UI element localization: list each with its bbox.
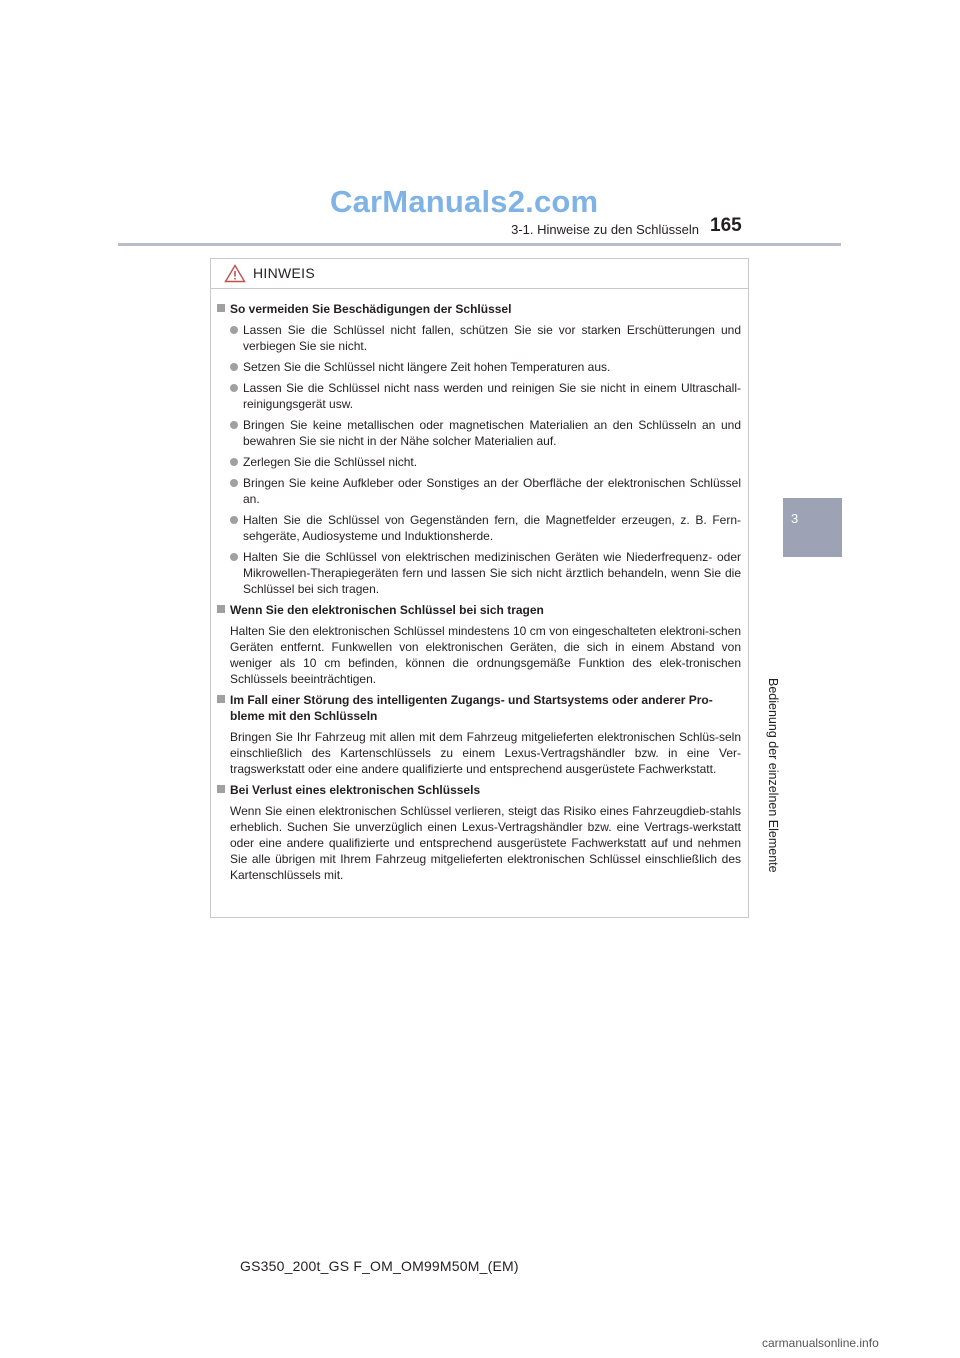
chapter-side-label <box>766 678 810 878</box>
section-paragraph: Bringen Sie Ihr Fahrzeug mit allen mit dem Fahrzeug mitgelieferten elektronischen Schlüs-seln einschließlich des Kartenschlüssels zu einem Lexus-Vertragshändler bzw. in eine Ver-tragswerkstatt oder eine andere qualifizierte und entsprechend ausgerüstete Fachwerkstatt. <box>230 730 741 776</box>
section-heading: Im Fall einer Störung des intelligenten Zugangs- und Startsystems oder anderer Pro-bleme mit den Schlüsseln <box>217 692 741 724</box>
watermark-carmanuals2: CarManuals2.com <box>330 184 599 219</box>
watermark-carmanualsonline: carmanualsonline.info <box>762 1336 879 1350</box>
section-paragraph: Wenn Sie einen elektronischen Schlüssel verlieren, steigt das Risiko eines Fahrzeugdieb-stahls erheblich. Suchen Sie unverzüglich einen Lexus-Vertragshändler bzw. eine Vertrags-werkstatt oder eine andere qualifizierte und entsprechend ausgerüstete Fachwerkstatt auf und nehmen Sie alle übrigen mit Ihrem Fahrzeug mitgelieferten elektronischen Schlüssel einschließlich des Kartenschlüssels mit. <box>230 804 741 882</box>
dot-bullet-icon <box>230 458 238 466</box>
dot-bullet-icon <box>230 516 238 524</box>
chapter-label-text: Bedienung der einzelnen Elemente <box>766 678 780 873</box>
section-heading: Wenn Sie den elektronischen Schlüssel bei sich tragen <box>217 602 741 618</box>
list-item: Halten Sie die Schlüssel von Gegenständen fern, die Magnetfelder erzeugen, z. B. Fern-sehgeräte, Audiosysteme und Induktionsherde. <box>217 512 741 544</box>
square-bullet-icon <box>217 304 225 312</box>
list-item: Bringen Sie keine metallischen oder magnetischen Materialien an den Schlüsseln an und bewahren Sie sie nicht in der Nähe solcher Materialien auf. <box>217 417 741 449</box>
warning-triangle-icon <box>224 264 246 283</box>
dot-bullet-icon <box>230 421 238 429</box>
list-item: Zerlegen Sie die Schlüssel nicht. <box>217 454 741 470</box>
chapter-number: 3 <box>791 511 799 526</box>
square-bullet-icon <box>217 605 225 613</box>
notice-header <box>211 259 748 289</box>
dot-bullet-icon <box>230 479 238 487</box>
section-paragraph: Halten Sie den elektronischen Schlüssel mindestens 10 cm von eingeschalteten elektroni-schen Geräten entfernt. Funkwellen von elektronischen Geräten, die sich in einem Abstand von weniger als 10 cm befinden, können die ordnungsgemäße Funktion des elek-tronischen Schlüssels beeinträchtigen. <box>230 624 741 686</box>
list-item: Bringen Sie keine Aufkleber oder Sonstiges an der Oberfläche der elektronischen Schlüssel an. <box>217 475 741 507</box>
square-bullet-icon <box>217 695 225 703</box>
section-heading: Bei Verlust eines elektronischen Schlüssels <box>217 782 741 798</box>
dot-bullet-icon <box>230 384 238 392</box>
notice-body <box>211 289 748 883</box>
notice-box <box>210 258 749 918</box>
square-bullet-icon <box>217 785 225 793</box>
list-item: Setzen Sie die Schlüssel nicht längere Zeit hohen Temperaturen aus. <box>217 359 741 375</box>
list-item: Lassen Sie die Schlüssel nicht nass werden und reinigen Sie sie nicht in einem Ultraschall-reinigungsgerät usw. <box>217 380 741 412</box>
list-item: Halten Sie die Schlüssel von elektrischen medizinischen Geräten wie Niederfrequenz- oder Mikrowellen-Therapiegeräten fern und lassen Sie sich nicht ärztlich behandeln, wenn Sie die Schlüssel bei sich tragen. <box>217 549 741 597</box>
dot-bullet-icon <box>230 326 238 334</box>
list-item: Lassen Sie die Schlüssel nicht fallen, schützen Sie sie vor starken Erschütterungen und verbiegen Sie sie nicht. <box>217 322 741 354</box>
header-section-title: 3-1. Hinweise zu den Schlüsseln <box>511 222 699 237</box>
dot-bullet-icon <box>230 363 238 371</box>
notice-title: HINWEIS <box>253 265 315 281</box>
section-heading: So vermeiden Sie Beschädigungen der Schlüssel <box>217 301 741 317</box>
page-number: 165 <box>710 215 742 236</box>
dot-bullet-icon <box>230 553 238 561</box>
chapter-tab <box>783 498 842 557</box>
footer-document-code: GS350_200t_GS F_OM_OM99M50M_(EM) <box>240 1258 519 1274</box>
header-rule <box>118 243 841 246</box>
